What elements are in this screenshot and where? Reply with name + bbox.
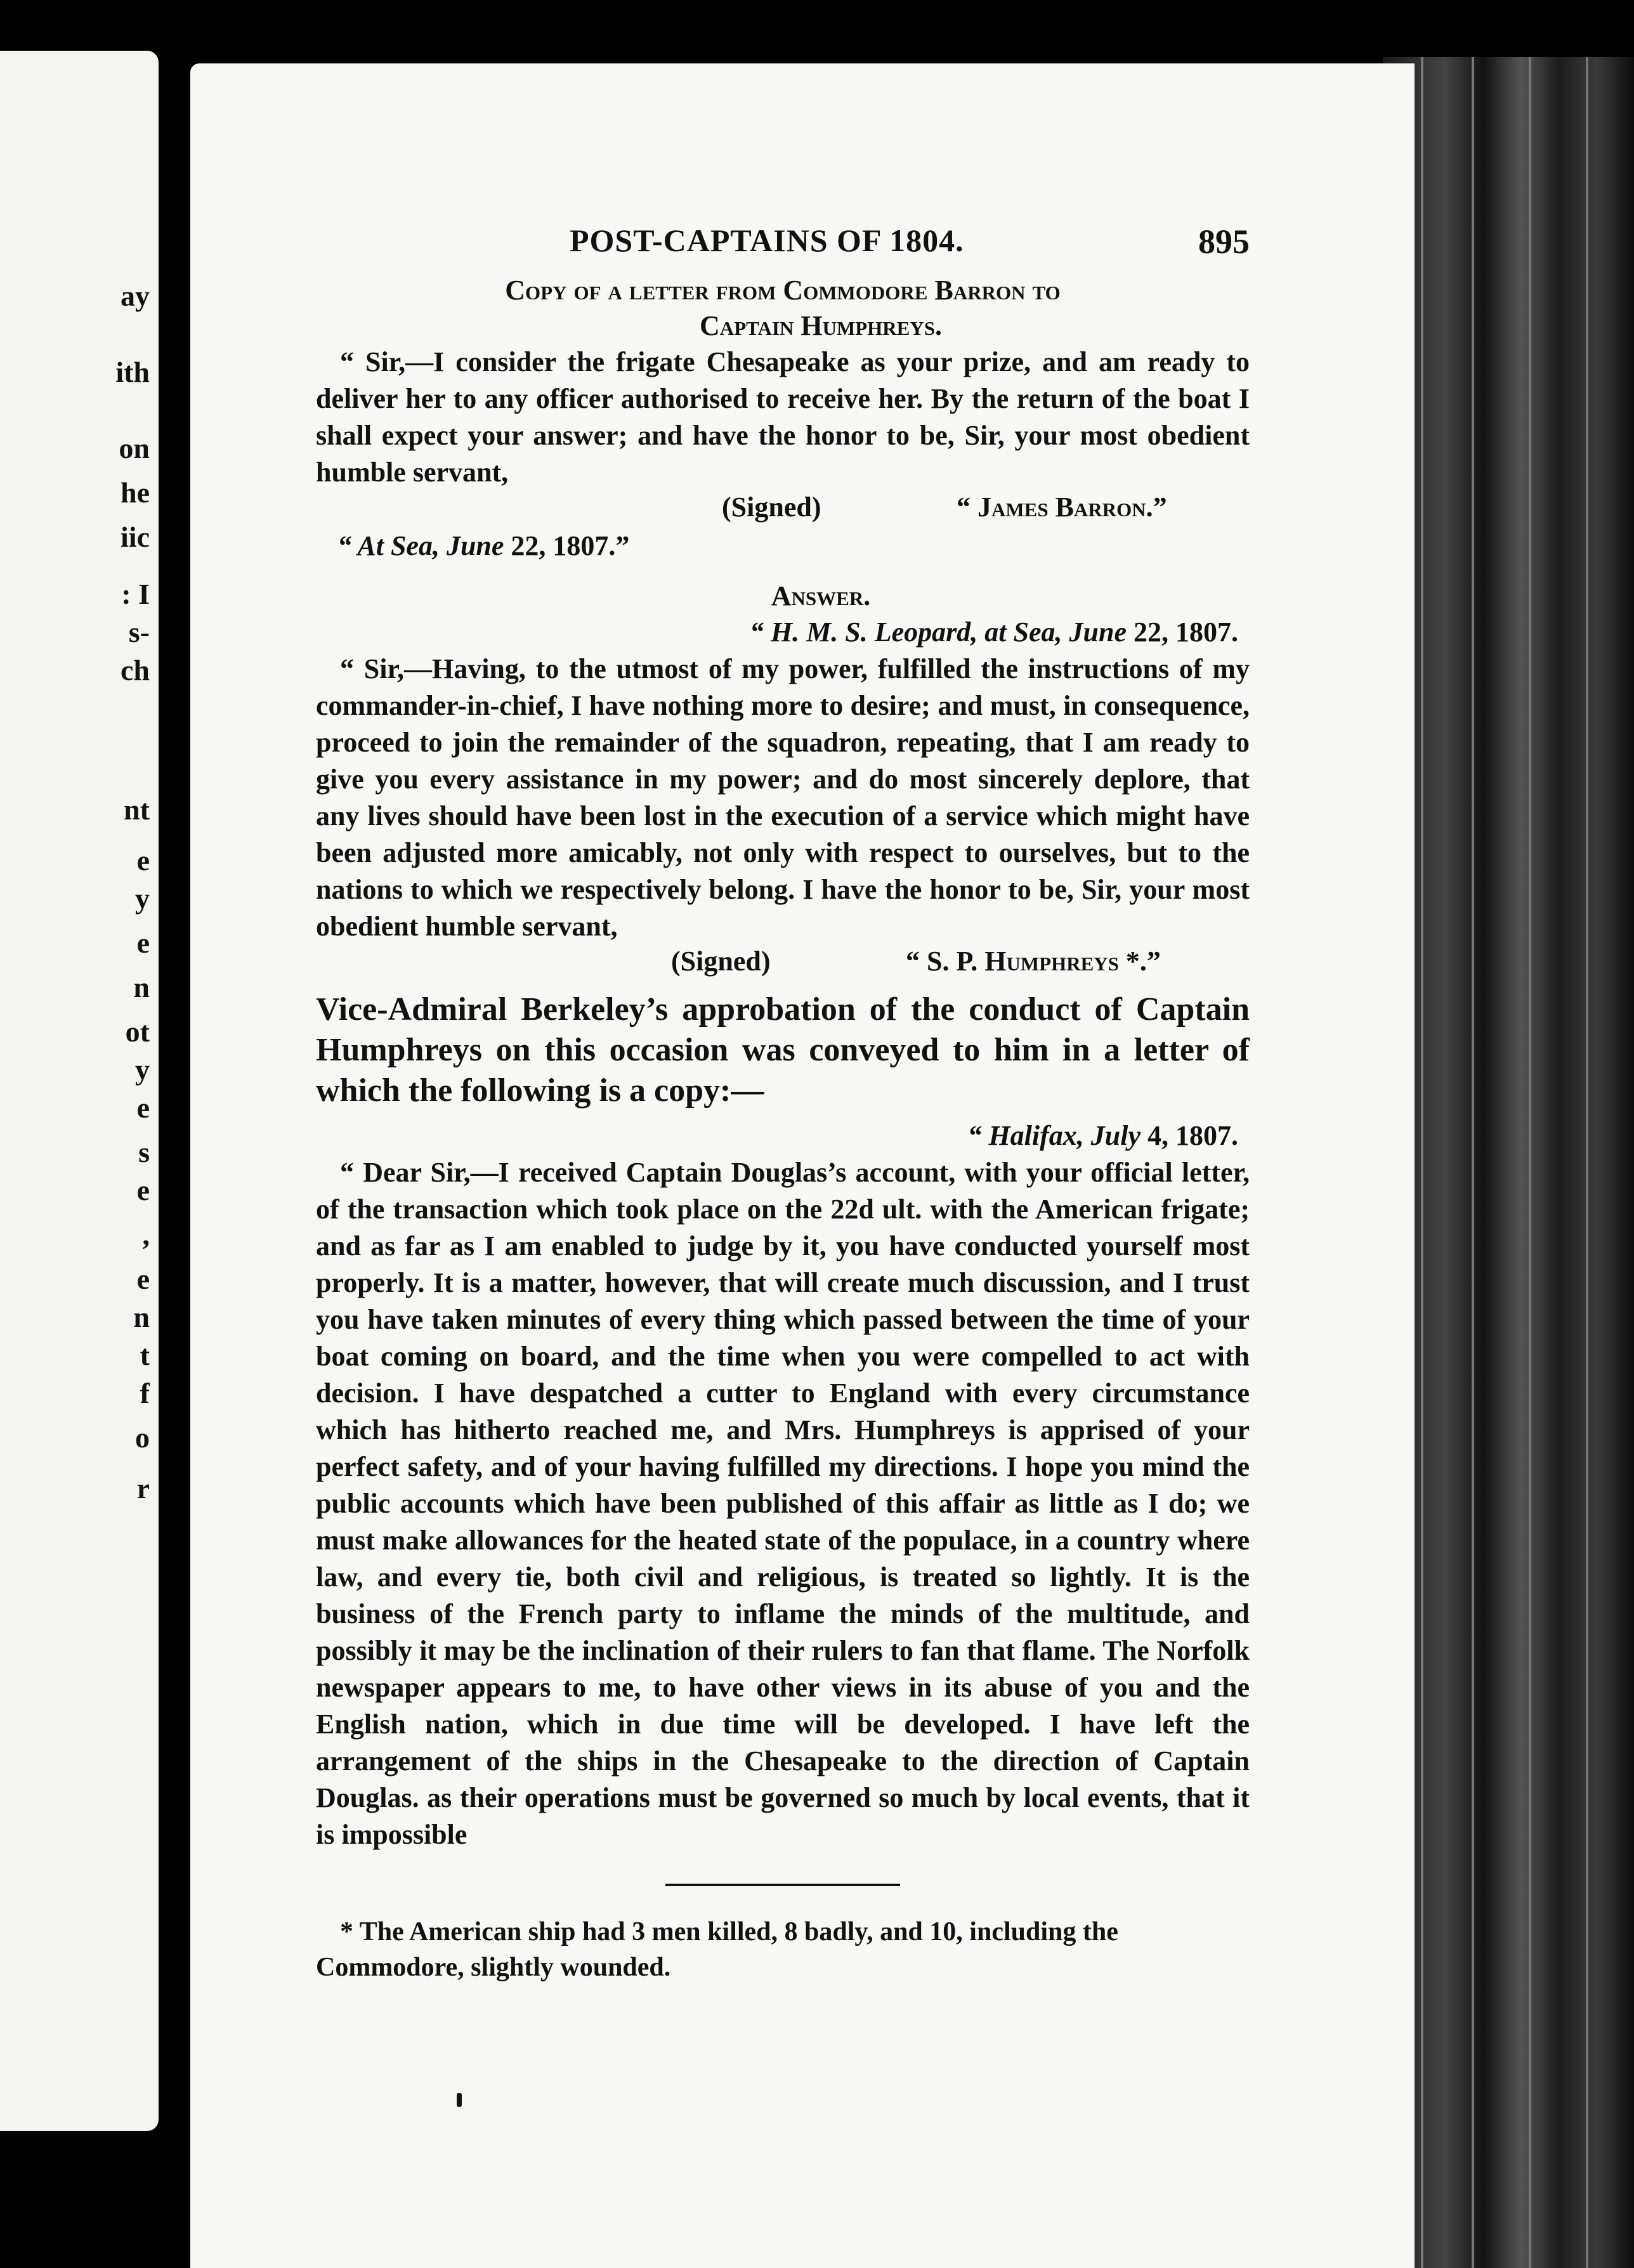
signed-name: “ James Barron.” bbox=[957, 492, 1167, 523]
ink-speck bbox=[457, 2093, 462, 2107]
previous-page-fragment: e bbox=[136, 927, 150, 959]
previous-page-fragment: he bbox=[121, 476, 150, 509]
signed-label: (Signed) bbox=[722, 492, 821, 523]
humphreys-signature bbox=[316, 945, 1250, 982]
answer-heading: Answer. bbox=[771, 580, 871, 611]
previous-page-fragment: y bbox=[135, 1053, 150, 1086]
dateline-place: “ H. M. S. Leopard, at Sea, June bbox=[749, 616, 1127, 648]
previous-page-fragment: o bbox=[135, 1421, 150, 1454]
previous-page-fragment: e bbox=[136, 1174, 150, 1206]
previous-page-fragment: ith bbox=[115, 356, 150, 388]
previous-page-fragment: e bbox=[136, 844, 150, 877]
previous-page-edge bbox=[0, 51, 159, 2131]
signed-label: (Signed) bbox=[671, 946, 771, 977]
previous-page-fragment: ay bbox=[121, 280, 150, 312]
previous-page-fragment: r bbox=[136, 1472, 150, 1504]
previous-page-fragment: : I bbox=[121, 578, 150, 610]
dateline-place: “ At Sea, June bbox=[337, 530, 504, 561]
previous-page-fragment: nt bbox=[124, 793, 150, 826]
berkeley-letter-text: “ Dear Sir,—I received Captain Douglas’s account, with your official letter, of the transaction which took place on the 22d ult. with the American frigate; and as far as I am enabled to judge by it, you have conducted yourself most properly. It is a matter, however, that will create much discussion, and I trust you have taken minutes of every thing which passed between the time of your boat coming on board, and the time when you were compelled to act with decision. I have despatched a cutter to England with every circumstance which has hitherto reached me, and Mrs. Humphreys is apprised of your perfect safety, and of your having fulfilled my directions. I hope you mind the public accounts which have been published of this affair as little as I do; we must make allowances for the heated state of the populace, in a country where law, and every tie, both civil and religious, is treated so lightly. It is the business of the French party to inflame the minds of the multitude, and possibly it may be the inclination of their rulers to fan that flame. The Norfolk newspaper appears to me, to have other views in its abuse of you and the English nation, which in due time will be developed. I have left the arrangement of the ships in the Chesapeake to the direction of Captain Douglas. as their operations must be governed so much by local events, that it is impossible bbox=[316, 1157, 1250, 1850]
dateline-date: 22, 1807. bbox=[1127, 616, 1238, 648]
berkeley-dateline bbox=[316, 1118, 1250, 1154]
running-head bbox=[316, 222, 1250, 273]
previous-page-fragment: y bbox=[135, 882, 150, 915]
previous-page-fragment: s- bbox=[128, 616, 150, 648]
previous-page-fragment: e bbox=[136, 1263, 150, 1295]
letter-heading-line2: Captain Humphreys. bbox=[700, 310, 942, 341]
dateline-date: 22, 1807.” bbox=[504, 530, 630, 561]
dateline-date: 4, 1807. bbox=[1141, 1120, 1238, 1151]
dateline-place: “ Halifax, July bbox=[967, 1120, 1141, 1151]
previous-page-fragment: s bbox=[138, 1136, 150, 1168]
barron-dateline bbox=[316, 528, 1250, 564]
footnote: * The American ship had 3 men killed, 8 badly, and 10, including the Commodore, slightly wounded. bbox=[316, 1917, 1118, 1982]
book-page-edges bbox=[1383, 57, 1634, 2268]
previous-page-fragment: n bbox=[133, 971, 150, 1003]
narrative-paragraph: Vice-Admiral Berkeley’s approbation of the conduct of Captain Humphreys on this occasion was conveyed to him in a letter of which the following is a copy:— bbox=[316, 991, 1250, 1109]
page-number: 895 bbox=[1198, 223, 1250, 261]
previous-page-fragment: on bbox=[119, 432, 150, 464]
barron-signature bbox=[316, 491, 1250, 528]
previous-page-fragment: t bbox=[140, 1339, 150, 1371]
running-title: POST-CAPTAINS OF 1804. bbox=[570, 223, 964, 258]
previous-page-fragment: iic bbox=[121, 521, 150, 553]
signed-name: “ S. P. Humphreys *.” bbox=[906, 946, 1161, 977]
previous-page-fragment: ot bbox=[125, 1015, 150, 1048]
answer-dateline bbox=[316, 614, 1250, 651]
book-page bbox=[190, 63, 1415, 2268]
footnote-rule bbox=[665, 1884, 900, 1886]
previous-page-fragment: , bbox=[142, 1218, 150, 1251]
previous-page-fragment: ch bbox=[121, 654, 150, 686]
barron-letter-text: “ Sir,—I consider the frigate Chesapeake as your prize, and am ready to deliver her to any officer authorised to receive her. By the return of the boat I shall expect your answer; and have the honor to be, Sir, your most obedient humble servant, bbox=[316, 346, 1250, 488]
page-content bbox=[316, 222, 1250, 1985]
previous-page-fragment: n bbox=[133, 1301, 150, 1333]
previous-page-fragment: f bbox=[140, 1377, 150, 1409]
letter-heading-line1: Copy of a letter from Commodore Barron to bbox=[505, 275, 1061, 306]
humphreys-answer-text: “ Sir,—Having, to the utmost of my power, fulfilled the instructions of my commander-in-chief, I have nothing more to desire; and must, in consequence, proceed to join the remainder of the squadron, repeating, that I am ready to give you every assistance in my power; and do most sincerely deplore, that any lives should have been lost in the execution of a service which might have been adjusted more amicably, not only with respect to ourselves, but to the nations to which we respectively belong. I have the honor to be, Sir, your most obedient humble servant, bbox=[316, 653, 1250, 942]
previous-page-fragment: e bbox=[136, 1092, 150, 1124]
